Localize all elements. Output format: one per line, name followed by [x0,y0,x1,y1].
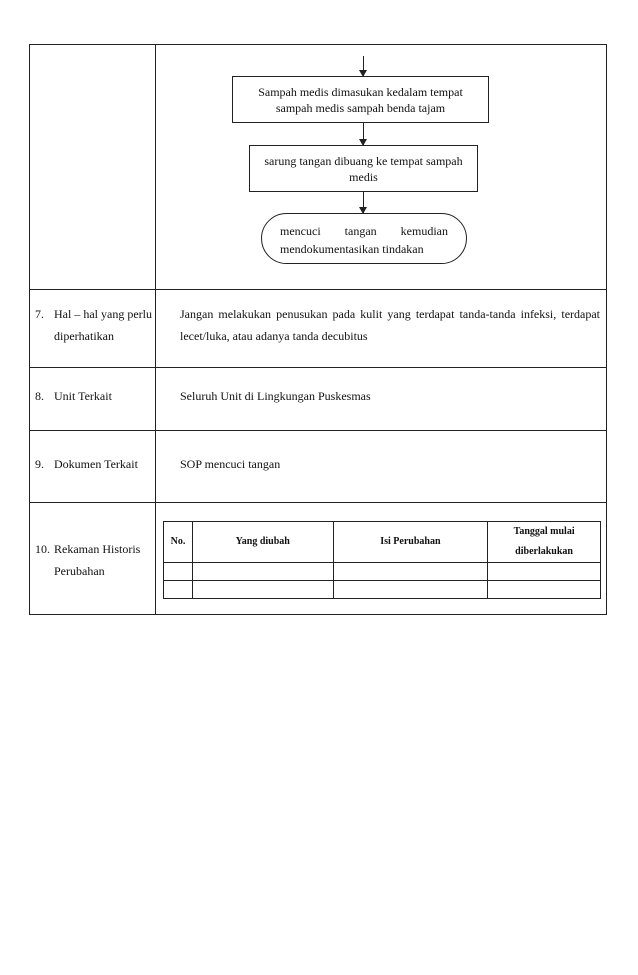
header-isi-perubahan: Isi Perubahan [333,522,488,563]
row-divider [29,289,607,290]
row-label-line: Unit Terkait [54,389,112,403]
table-cell [333,581,488,599]
row-label-line: Dokumen Terkait [54,457,138,471]
flow-step-text: sarung tangan dibuang ke tempat sampah medis [264,153,463,184]
row-label-line: Rekaman Historis [54,542,141,556]
row-label-dokumen-terkait [35,453,138,475]
row-number: 7. [35,307,44,321]
row-divider [29,367,607,368]
row-number: 9. [35,457,44,471]
flow-step-dispose-sharps [232,76,489,123]
table-cell [488,581,601,599]
header-tanggal-mulai: Tanggal mulai diberlakukan [488,522,601,563]
row-label-line: Hal – hal yang perlu [54,307,152,321]
row-number: 10. [35,542,50,556]
row-number: 8. [35,389,44,403]
row-label-unit-terkait [35,385,112,407]
row-label-rekaman-historis [35,538,140,582]
table-cell [164,563,193,581]
table-cell [192,563,333,581]
flow-arrow [363,123,364,145]
flow-step-dispose-gloves [249,145,478,192]
table-cell [164,581,193,599]
row-content-unit-terkait: Seluruh Unit di Lingkungan Puskesmas [180,389,371,403]
flow-arrow [363,192,364,213]
row-content-dokumen-terkait: SOP mencuci tangan [180,457,281,471]
row-divider [29,430,607,431]
row-label-line: diperhatikan [54,329,114,343]
header-no: No. [164,522,193,563]
flow-end-word: kemudian [400,224,448,238]
flow-step-text: Sampah medis dimasukan kedalam tempat sampah medis sampah benda tajam [258,84,463,115]
row-label-line: Perubahan [54,564,105,578]
row-divider [29,502,607,503]
history-table [163,521,601,599]
flow-end-terminal [261,213,467,264]
row-label-hal-perlu-diperhatikan [35,303,152,347]
flow-end-word: tangan [344,224,377,238]
header-yang-diubah: Yang diubah [192,522,333,563]
table-cell [333,563,488,581]
flow-end-text: mendokumentasikan tindakan [280,242,424,256]
table-cell [488,563,601,581]
row-content-hal-perlu-diperhatikan: Jangan melakukan penusukan pada kulit yang terdapat tanda-tanda infeksi, terdapat lecet/luka, atau adanya tanda decubitus [180,307,600,343]
history-table-header [164,522,601,563]
table-cell [192,581,333,599]
table-row [164,563,601,581]
flow-arrow [363,56,364,76]
flow-end-word: mencuci [280,224,321,238]
table-row [164,581,601,599]
column-divider [155,44,156,615]
